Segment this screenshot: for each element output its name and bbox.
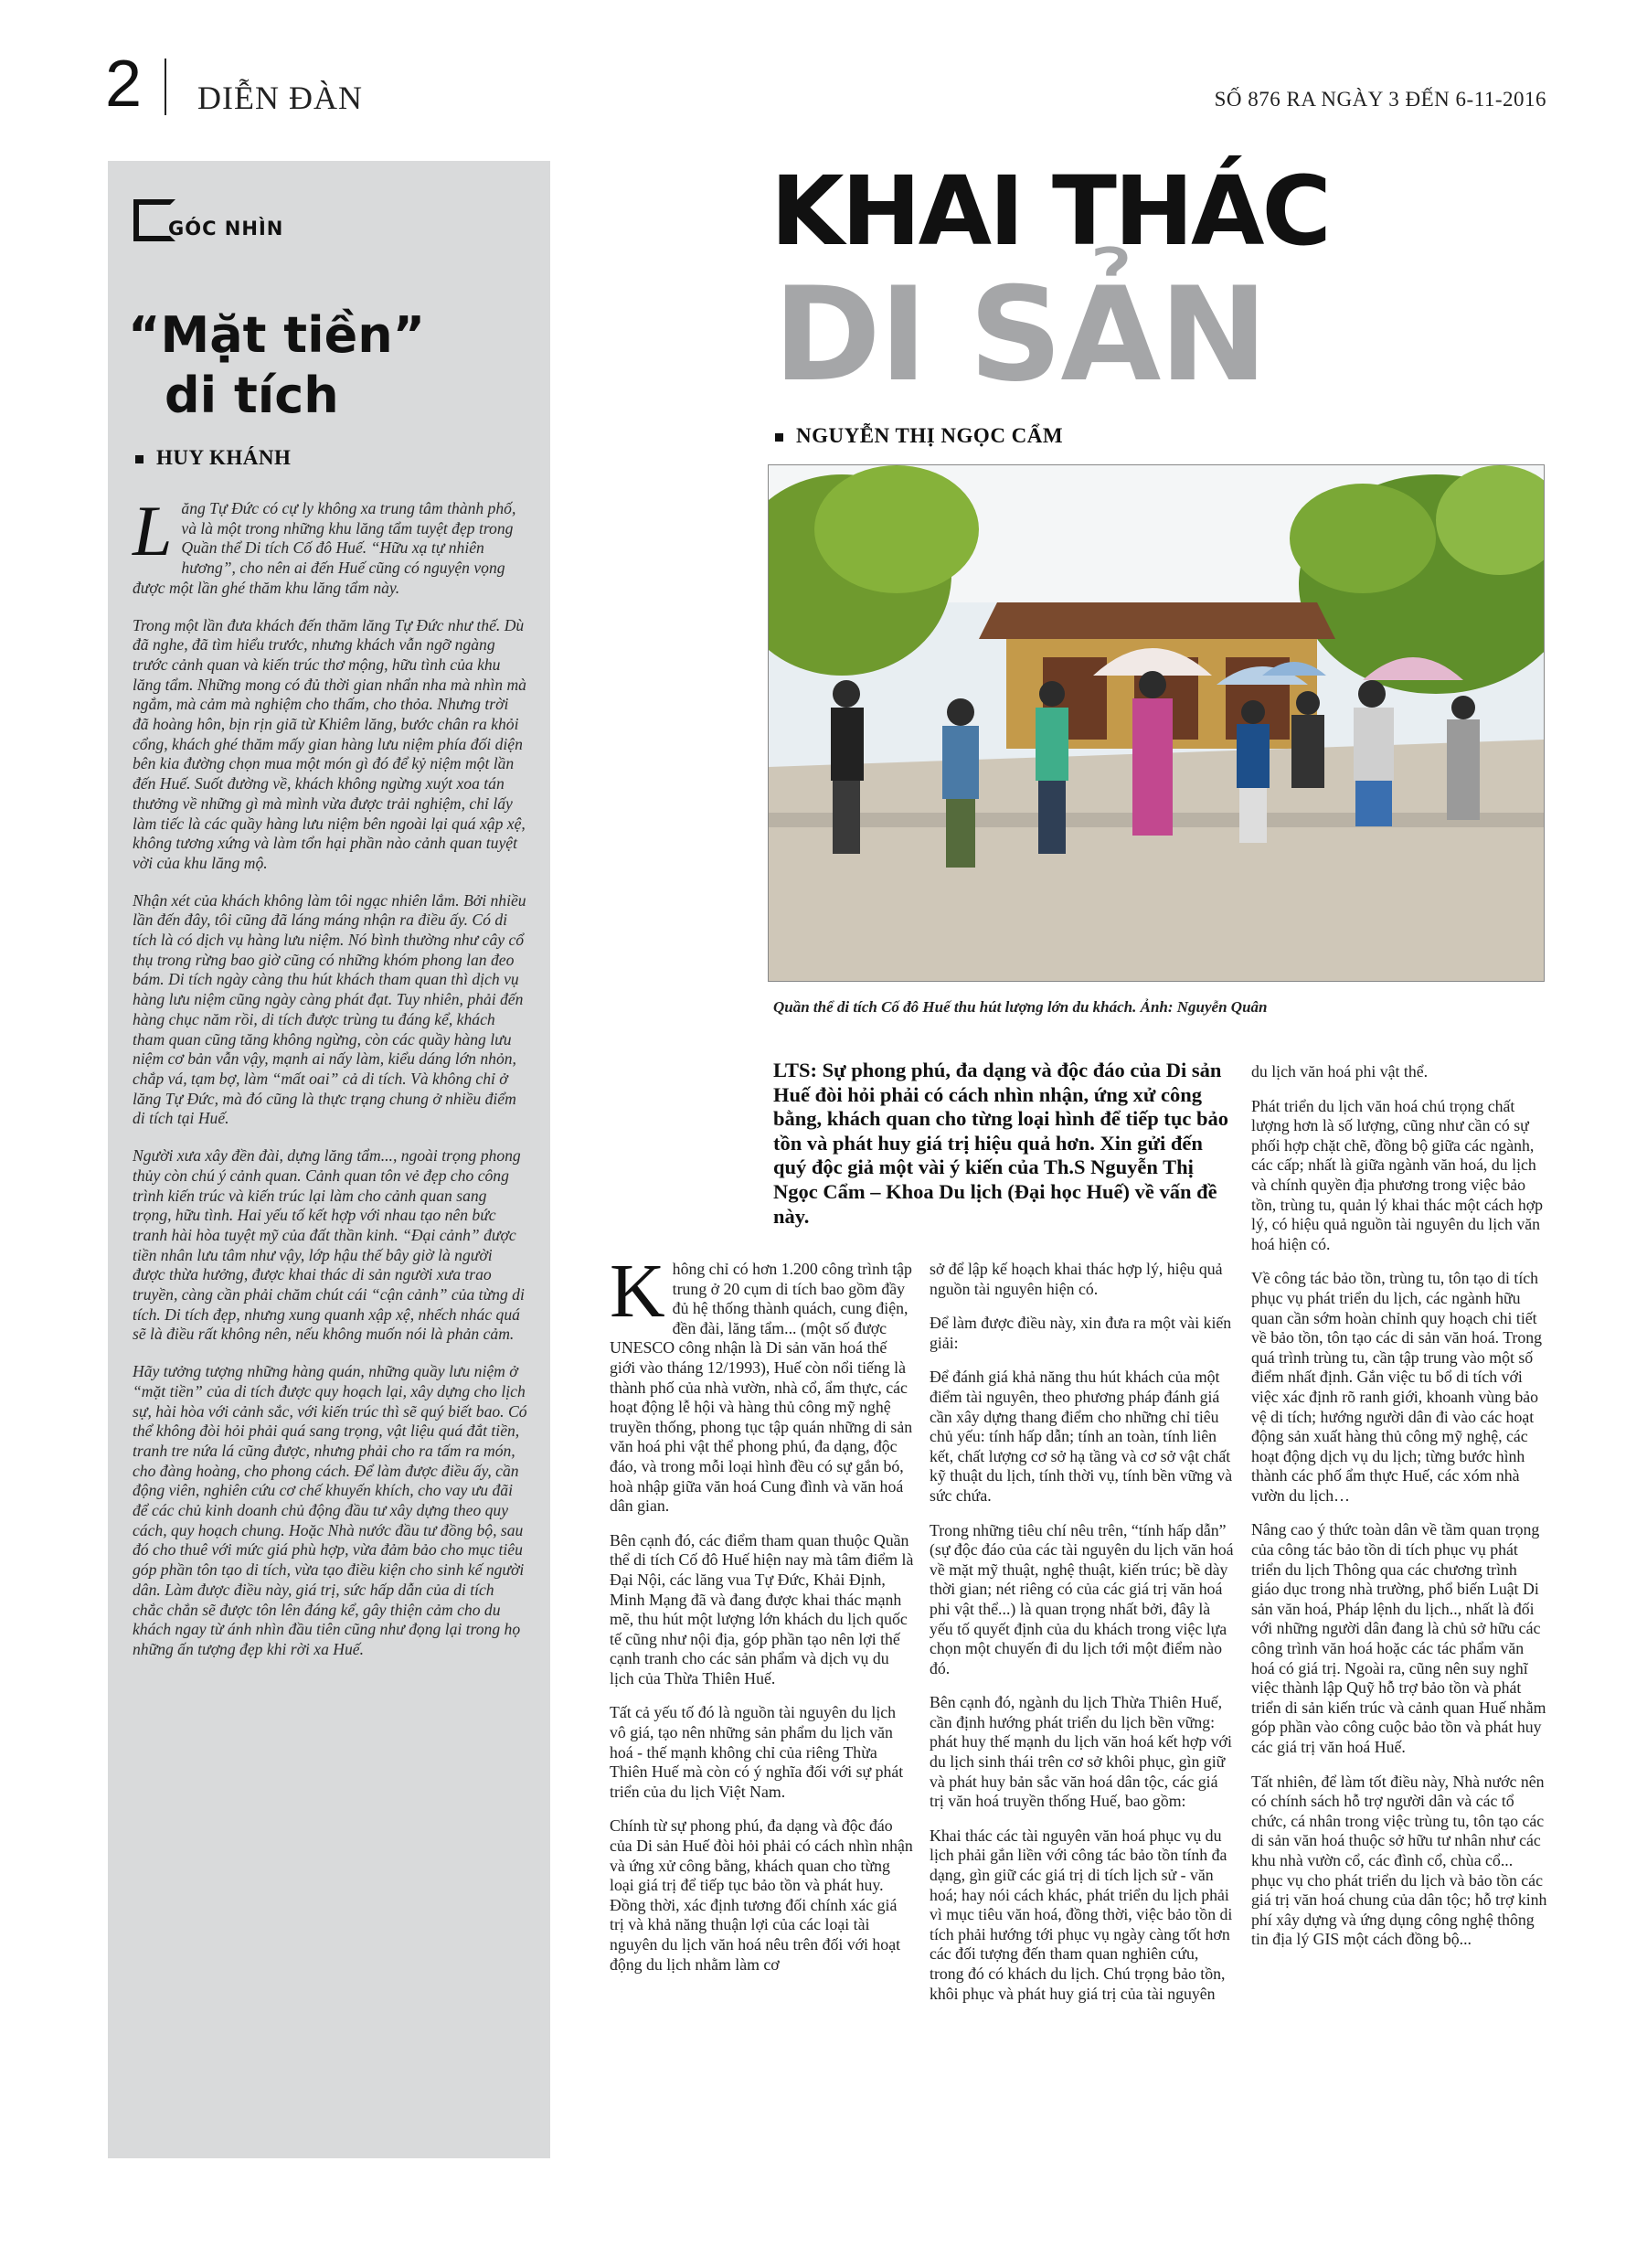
- page-number: 2: [105, 48, 143, 121]
- article-column-3: [1251, 1062, 1547, 1965]
- editor-note: LTS: Sự phong phú, đa dạng và độc đáo của Di sản Huế đòi hỏi phải có cách nhìn nhận, ứng xử công bằng, khách quan cho từng loại hình để tiếp tục bảo tồn và phát huy giá trị hiệu quả hơn. Xin gửi đến quý độc giả một vài ý kiến của Th.S Nguyễn Thị Ngọc Cẩm – Khoa Du lịch (Đại học Huế) về vấn đề này.: [773, 1059, 1229, 1228]
- headline-line2: DI SẢN: [773, 260, 1267, 410]
- sidebar-paragraph: Nhận xét của khách không làm tôi ngạc nhiên lắm. Bởi nhiều lần đến đây, tôi cũng đã láng máng nhận ra điều ấy. Có di tích là có dịch vụ hàng lưu niệm. Nó bình thường như cây cổ thụ trong rừng bao giờ cũng có những khóm phong lan đeo bám. Di tích ngày càng thu hút khách tham quan thì dịch vụ hàng lưu niệm cũng ngày càng phát đạt. Tuy nhiên, phải đến hàng chục năm rồi, di tích được trùng tu đáng kể, khách tham quan cũng tăng không ngừng, còn các quầy hàng lưu niệm cơ bản vẫn vậy, mạnh ai nấy làm, kiểu dáng lớn nhỏn, chắp vá, tạm bợ, làm “mất oai” cả di tích. Và không chỉ ở lăng Tự Đức, mà đó cũng là thực trạng chung ở nhiều điểm di tích tại Huế.: [133, 890, 526, 1128]
- sidebar-paragraph: Người xưa xây đền đài, dựng lăng tẩm..., ngoài trọng phong thủy còn chú ý cảnh quan. Cảnh quan tôn vẻ đẹp cho công trình kiến trúc và kiến trúc lại làm cho cảnh quan sang trọng, hữu tình. Hai yếu tố kết hợp với nhau tạo nên bức tranh hài hòa tuyệt mỹ của đất thần kinh. “Đại cảnh” được tiền nhân lưu tâm như vậy, lớp hậu thế bây giờ là người được thừa hưởng, được khai thác di sản người xưa trao truyền, càng cần phải chăm chút cái “cận cảnh” của từng di tích. Di tích đẹp, nhưng xung quanh xập xệ, nhếch nhác quá sẽ là điều rất không nên, nếu không muốn nói là phản cảm.: [133, 1146, 525, 1344]
- bullet-icon: [135, 455, 143, 463]
- article-paragraph: Bên cạnh đó, ngành du lịch Thừa Thiên Huế, cần định hướng phát triển du lịch bền vững: phát huy thế mạnh du lịch văn hoá kết hợp với du lịch sinh thái trên cơ sở khôi phục, gìn giữ và phát huy bản sắc văn hoá dân tộc, các giá trị văn hoá truyền thống Huế, bao gồm:: [930, 1693, 1232, 1811]
- article-paragraph: Trong những tiêu chí nêu trên, “tính hấp dẫn” (sự độc đáo của các tài nguyên du lịch văn hoá về mặt mỹ thuật, nghệ thuật, kiến trúc; bề dày thời gian; nét riêng có của các giá trị văn hoá phi vật thể...) là quan trọng nhất bởi, đây là yếu tố quyết định của du khách trong việc lựa chọn một chuyến đi du lịch tới một điểm nào đó.: [930, 1520, 1234, 1677]
- sidebar-title: [128, 305, 530, 426]
- article-column-1: [610, 1249, 915, 1989]
- article-paragraph: Chính từ sự phong phú, đa dạng và độc đáo của Di sản Huế đòi hỏi phải có cách nhìn nhận và ứng xử công bằng, khách quan cho từng loại giá trị để tiếp tục bảo tồn và phát huy. Đồng thời, xác định tương đối chính xác giá trị và khả năng thuận lợi của các loại tài nguyên du lịch văn hoá nêu trên đối với hoạt động du lịch nhằm làm cơ: [610, 1816, 913, 1974]
- bullet-icon: [775, 433, 783, 442]
- article-paragraph: Nâng cao ý thức toàn dân về tầm quan trọng của công tác bảo tồn di tích phục vụ phát triển du lịch Thông qua các chương trình giáo dục trong nhà trường, phổ biến Luật Di sản văn hoá, Pháp lệnh du lịch.., nhất là đối với những người dân đang là chủ sở hữu các công trình văn hoá hoặc các tác phẩm văn hoá có giá trị. Ngoài ra, cũng nên suy nghĩ việc thành lập Quỹ hỗ trợ bảo tồn và phát triển di sản kiến trúc và cảnh quan Huế nhằm góp phần vào công cuộc bảo tồn và phát huy các giá trị văn hoá Huế.: [1251, 1520, 1546, 1756]
- article-paragraph: du lịch văn hoá phi vật thể.: [1251, 1062, 1429, 1081]
- article-paragraph: Tất cả yếu tố đó là nguồn tài nguyên du lịch vô giá, tạo nên những sản phẩm du lịch văn hoá - thế mạnh không chỉ của riêng Thừa Thiên Huế mà còn có ý nghĩa đối với sự phát triển của du lịch Việt Nam.: [610, 1703, 904, 1801]
- article-author: NGUYỄN THỊ NGỌC CẨM: [796, 424, 1064, 447]
- tourists-photo-illustration: [769, 465, 1544, 981]
- drop-cap: K: [610, 1249, 665, 1334]
- headline-line1: KHAI THÁC: [770, 155, 1329, 267]
- sidebar-label: GÓC NHÌN: [168, 218, 284, 240]
- sidebar-author: HUY KHÁNH: [156, 446, 292, 469]
- issue-info: SỐ 876 RA NGÀY 3 ĐẾN 6-11-2016: [1214, 88, 1546, 111]
- article-paragraph: Để làm được điều này, xin đưa ra một vài kiến giải:: [930, 1314, 1232, 1352]
- article-photo: [768, 464, 1545, 982]
- sidebar-column: [108, 161, 550, 2158]
- sidebar-paragraph: Lăng Tự Đức có cự ly không xa trung tâm thành phố, và là một trong những khu lăng tẩm tuyệt đẹp trong Quần thể Di tích Cố đô Huế. “Hữu xạ tự nhiên hương”, cho nên ai đến Huế cũng có nguyện vọng được một lần ghé thăm khu lăng tẩm này.: [133, 491, 516, 597]
- sidebar-body: [133, 491, 527, 1677]
- article-column-2: [930, 1260, 1235, 2018]
- article-paragraph: Khai thác các tài nguyên văn hoá phục vụ du lịch phải gắn liền với công tác bảo tồn tính đa dạng, gìn giữ các giá trị di tích lịch sử - văn hoá; hay nói cách khác, phát triển du lịch phải vì mục tiêu văn hoá, đồng thời, việc bảo tồn di tích phải hướng tới phục vụ ngày càng tốt hơn các đối tượng đến tham quan nghiên cứu, trong đó có khách du lịch. Chú trọng bảo tồn, khôi phục và phát huy giá trị của tài nguyên: [930, 1826, 1233, 2003]
- article-paragraph: Để đánh giá khả năng thu hút khách của một điểm tài nguyên, theo phương pháp đánh giá cần xây dựng thang điểm cho những chỉ tiêu chủ yếu: tính hấp dẫn; tính an toàn, tính liên kết, chất lượng cơ sở hạ tầng và cơ sở vật chất kỹ thuật du lịch, tính thời vụ, tính bền vững và sức chứa.: [930, 1368, 1233, 1505]
- drop-cap: L: [133, 491, 173, 570]
- section-title: DIỄN ĐÀN: [197, 80, 363, 116]
- sidebar-paragraph: Trong một lần đưa khách đến thăm lăng Tự Đức như thế. Dù đã nghe, đã tìm hiểu trước, nhưng khách vẫn ngỡ ngàng trước cảnh quan và kiến trúc thơ mộng, hữu tình của khu lăng tẩm. Những mong có đủ thời gian nhẩn nha mà nhìn mà ngắm, mà cảm mà nghiệm cho thấm, cho thỏa. Nhưng trời đã hoàng hôn, bịn rịn giã từ Khiêm lăng, bước chân ra khỏi cổng, khách ghé thăm mấy gian hàng lưu niệm phía đối diện bên kia đường chọn mua một món gì đó để kỷ niệm một lần đến Huế. Suốt đường về, khách không ngừng xuýt xoa tán thưởng về những gì mà mình vừa được trải nghiệm, chỉ lấy làm tiếc là các quầy hàng lưu niệm bên ngoài lại quá xập xệ, không tương xứng và làm tổn hại phần nào cảnh quan tuyệt vời của khu lăng mộ.: [133, 615, 526, 872]
- article-paragraph: Phát triển du lịch văn hoá chú trọng chất lượng hơn là số lượng, cũng như cần có sự phối hợp chặt chẽ, đồng bộ giữa các ngành, các cấp; nhất là giữa ngành văn hoá, du lịch và chính quyền địa phương trong việc bảo tồn, trùng tu, quản lý khai thác một cách hợp lý, có hiệu quả nguồn tài nguyên du lịch văn hoá hiện có.: [1251, 1096, 1544, 1253]
- sidebar-title-line1: “Mặt tiền”: [128, 306, 426, 364]
- article-paragraph: Bên cạnh đó, các điểm tham quan thuộc Quần thể di tích Cố đô Huế hiện nay mà tâm điểm là Đại Nội, các lăng vua Tự Đức, Khải Định, Minh Mạng đã và đang được khai thác mạnh mẽ, thu hút một lượng lớn khách du lịch quốc tế cũng như nội địa, góp phần tạo nên lợi thế cạnh tranh cho các sản phẩm và dịch vụ du lịch của Thừa Thiên Huế.: [610, 1530, 914, 1688]
- article-paragraph: Tất nhiên, để làm tốt điều này, Nhà nước nên có chính sách hỗ trợ người dân và các tổ chức, cá nhân trong việc trùng tu, tôn tạo các di sản văn hoá thuộc sở hữu tư nhân như các khu nhà vườn cổ, các đình cổ, chùa cổ... phục vụ cho phát triển du lịch và bảo tồn các giá trị văn hoá chung của dân tộc; hỗ trợ kinh phí xây dựng và ứng dụng công nghệ thông tin địa lý GIS một cách đồng bộ...: [1251, 1772, 1547, 1949]
- sidebar-title-line2: di tích: [165, 367, 339, 424]
- photo-caption: Quần thể di tích Cố đô Huế thu hút lượng lớn du khách. Ảnh: Nguyễn Quân: [773, 998, 1268, 1016]
- article-byline: [775, 424, 1063, 448]
- article-paragraph: sở để lập kế hoạch khai thác hợp lý, hiệu quả nguồn tài nguyên hiện có.: [930, 1260, 1223, 1298]
- header-divider: [165, 59, 166, 115]
- sidebar-paragraph: Hãy tưởng tượng những hàng quán, những quầy lưu niệm ở “mặt tiền” của di tích được quy hoạch lại, xây dựng cho lịch sự, hài hòa với cảnh sắc, với kiến trúc thì sẽ quý biết bao. Có thể không đòi hỏi phải quá sang trọng, vật liệu quá đắt tiền, tranh tre nứa lá cũng được, nhưng phải cho ra tấm ra món, cho đàng hoàng, cho phong cách. Để làm được điều ấy, cần động viên, nghiên cứu cơ chế khuyến khích, cho vay ưu đãi để các chủ kinh doanh chủ động đầu tư xây dựng theo quy cách, quy hoạch chung. Hoặc Nhà nước đầu tư đồng bộ, sau đó cho thuê với mức giá phù hợp, vừa đảm bảo cho mục tiêu góp phần tôn tạo di tích, vừa tạo điều kiện cho sinh kế người dân. Làm được điều này, giá trị, sức hấp dẫn của di tích chắc chắn sẽ được tôn lên đáng kể, gây thiện cảm cho du khách ngay từ ánh nhìn đầu tiên cũng như đọng lại trong họ những ấn tượng đẹp khi rời xa Huế.: [133, 1362, 527, 1658]
- article-paragraph: Về công tác bảo tồn, trùng tu, tôn tạo di tích phục vụ phát triển du lịch, các ngành hữu quan cần sớm hoàn chỉnh quy hoạch chi tiết về bảo tồn, tôn tạo các di sản văn hoá. Trong quá trình trùng tu, cần tập trung vào một số điểm nhất định. Gắn việc tu bổ di tích với việc xác định rõ ranh giới, khoanh vùng bảo vệ di tích; hướng người dân đi vào các hoạt động sản xuất hàng thủ công mỹ nghệ, các hoạt động dịch vụ du lịch; từng bước hình thành các phố ẩm thực Huế, các xóm nhà vườn du lịch…: [1251, 1269, 1543, 1505]
- article-paragraph: Không chỉ có hơn 1.200 công trình tập trung ở 20 cụm di tích bao gồm đầy đủ hệ thống thành quách, cung điện, đền đài, lăng tẩm... (một số được UNESCO công nhận là Di sản văn hoá thế giới vào tháng 12/1993), Huế còn nổi tiếng là thành phố của nhà vườn, nhà cổ, ẩm thực, các hoạt động lễ hội và hàng thủ công mỹ nghệ truyền thống, phong tục tập quán những di sản văn hoá phi vật thể phong phú, đa dạng, độc đáo, và trong mỗi loại hình đều có sự gắn bó, hoà nhập giữa văn hoá Cung đình và văn hoá dân gian.: [610, 1249, 913, 1516]
- sidebar-byline: [135, 446, 291, 470]
